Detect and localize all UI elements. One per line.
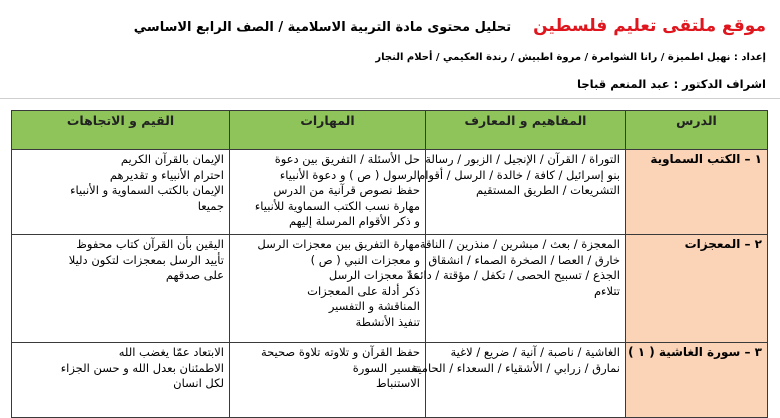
values-cell — [12, 150, 230, 235]
concepts-cell — [418, 150, 626, 235]
skills-cell — [230, 150, 426, 235]
cell-line: الجذع / تسبيح الحصى / تكفل / مؤقتة / دائمة — [407, 268, 620, 282]
table-row — [12, 150, 768, 235]
cell-line: جميعا — [197, 198, 224, 213]
table-header-row — [12, 111, 768, 150]
cell-line: تنفيذ الأنشطة — [355, 314, 420, 329]
supervisor: اشراف الدكتور : عبد المنعم قباجا — [577, 77, 766, 91]
header-values: القيم و الاتجاهات — [12, 111, 230, 150]
cell-line: مهارة نسب الكتب السماوية للأنبياء — [254, 198, 420, 213]
site-name: موقع ملتقى تعليم فلسطين — [533, 16, 766, 36]
skills-cell — [230, 343, 426, 418]
cell-line: و معجزات النبي ( ص ) — [310, 252, 420, 267]
cell-line: تتلاءم — [593, 283, 620, 298]
cell-line: لكل انسان — [173, 376, 224, 390]
cell-line: الغاشية / ناصبة / آنية / ضريع / لاغية — [450, 345, 620, 359]
cell-line: حفظ القرآن و تلاوته تلاوة صحيحة — [260, 345, 420, 359]
cell-line: بنو إسرائيل / كافة / خالدة / الرسل / أقوام — [418, 167, 620, 182]
cell-line: على صدقهم — [165, 268, 224, 282]
cell-line: المناقشة و التفسير — [328, 299, 420, 313]
cell-line: حفظ نصوص قرآنية من الدرس — [273, 183, 420, 197]
cell-line: الإيمان بالكتب السماوية و الأنبياء — [70, 183, 224, 197]
prepared-by: إعداد : نهيل اطميزة / رانا الشوامرة / مروة اطبيش / رندة العكيمي / أحلام النجار — [375, 52, 766, 63]
header-divider — [0, 98, 780, 99]
cell-line: الاطمئنان بعدل الله و حسن الجزاء — [60, 360, 224, 375]
cell-line: عدّ معجزات الرسل — [328, 268, 420, 282]
cell-line: تفسير السورة — [352, 360, 420, 375]
table-row — [12, 235, 768, 343]
cell-line: الإيمان بالقرآن الكريم — [120, 152, 224, 166]
cell-line: الرسول ( ص ) و دعوة الأنبياء — [279, 167, 420, 182]
header-lesson: الدرس — [626, 111, 768, 150]
values-cell — [12, 343, 230, 418]
cell-line: و ذكر الأقوام المرسلة إليهم — [288, 214, 420, 228]
cell-line: التشريعات / الطريق المستقيم — [476, 183, 620, 197]
cell-line: ذكر أدلة على المعجزات — [307, 283, 420, 298]
cell-line: مهارة التفريق بين معجزات الرسل — [257, 237, 420, 251]
cell-line: خارق / العصا / الصخرة الصماء / انشقاق — [428, 252, 620, 267]
document-header — [6, 16, 766, 91]
concepts-cell — [407, 235, 626, 343]
skills-cell — [230, 235, 426, 343]
header-skills: المهارات — [230, 111, 426, 150]
lesson-cell: ٢ – المعجزات — [626, 235, 768, 343]
title-line — [6, 16, 766, 36]
cell-line: تأييد الرسل بمعجزات لتكون دليلا — [68, 252, 224, 267]
document-title: تحليل محتوى مادة التربية الاسلامية / الصف الرابع الاساسي — [133, 20, 512, 35]
lesson-cell: ١ – الكتب السماوية — [626, 150, 768, 235]
cell-line: حل الأسئلة / التفريق بين دعوة — [274, 152, 420, 166]
cell-line: المعجزة / بعث / مبشرين / منذرين / الناقة — [419, 237, 620, 251]
content-analysis-table — [11, 110, 768, 418]
cell-line: اليقين بأن القرآن كتاب محفوظ — [76, 237, 224, 251]
header-concepts: المفاهيم و المعارف — [426, 111, 626, 150]
table-row — [12, 343, 768, 418]
lesson-cell: ٣ – سورة الغاشية ( ١ ) — [626, 343, 768, 418]
cell-line: احترام الأنبياء و تقديرهم — [109, 167, 224, 182]
concepts-cell — [412, 343, 626, 418]
cell-line: الابتعاد عمّا يغضب الله — [118, 345, 224, 359]
cell-line: الاستنباط — [376, 376, 420, 390]
cell-line: التوراة / القرآن / الإنجيل / الزبور / رسالة — [425, 152, 620, 166]
cell-line: نمارق / زرابي / الأشقياء / السعداء / الحامية — [412, 360, 620, 375]
values-cell — [12, 235, 230, 343]
